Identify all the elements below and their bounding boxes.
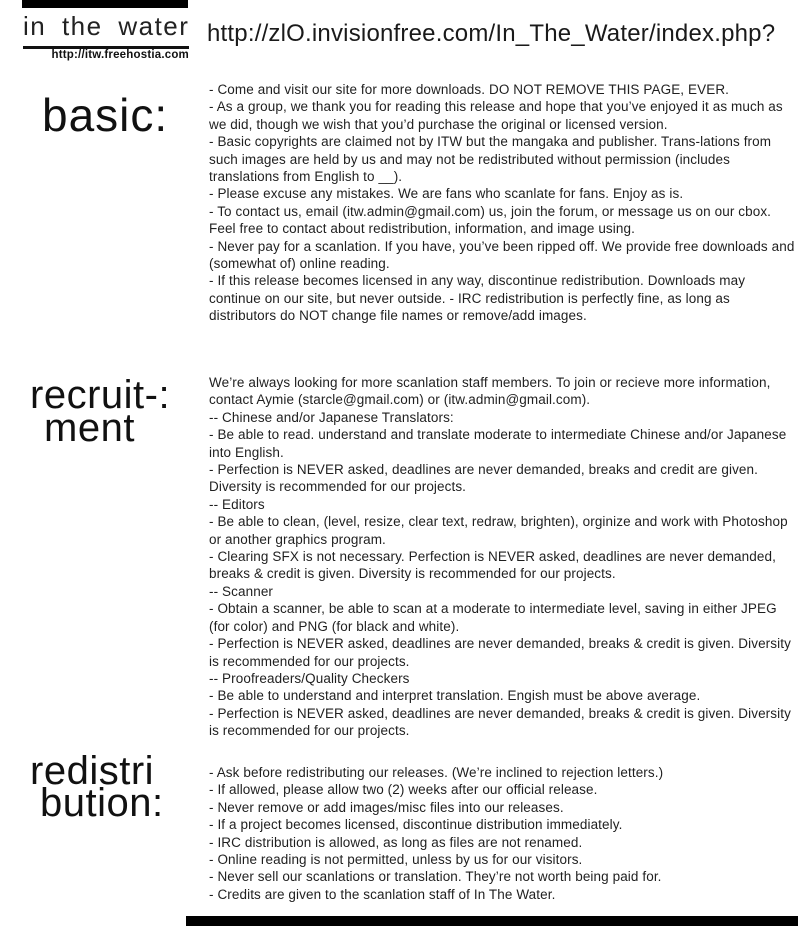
- text-paragraph: -- Proofreaders/Quality Checkers: [209, 670, 410, 686]
- text-paragraph: - Be able to clean, (level, resize, clear text, redraw, brighten), orginize and work with Photoshop or another graphics program.: [209, 514, 788, 547]
- text-paragraph: - Come and visit our site for more downloads. DO NOT REMOVE THIS PAGE, EVER.: [209, 82, 730, 97]
- text-paragraph: - Clearing SFX is not necessary. Perfection is NEVER asked, deadlines are never demanded, breaks & credit is given. Diversity is recommended for our projects.: [209, 549, 776, 582]
- section-basic-label-line: basic:: [42, 89, 169, 141]
- text-paragraph: - Never sell our scanlations or translation. They’re not worth being paid for.: [209, 869, 662, 885]
- text-paragraph: - IRC distribution is allowed, as long as files are not renamed.: [209, 834, 583, 850]
- section-recruitment-label-line: ment: [44, 406, 135, 450]
- text-paragraph: -- Chinese and/or Japanese Translators:: [209, 409, 454, 425]
- text-paragraph: - If allowed, please allow two (2) weeks after our official release.: [209, 782, 598, 798]
- text-paragraph: - If this release becomes licensed in any way, discontinue redistribution. Downloads may continue on our site, but never outside. - IRC redistribution is perfectly fine, as long as distributors do NOT change file names or remove/add images.: [209, 273, 746, 324]
- text-paragraph: - Never pay for a scanlation. If you have, you’ve been ripped off. We provide free downloads and (somewhat of) online reading.: [209, 238, 795, 272]
- group-logo-title: in the water: [23, 11, 189, 49]
- text-paragraph: - Online reading is not permitted, unless by us for our visitors.: [209, 852, 583, 868]
- text-paragraph: - Ask before redistributing our releases. (We’re inclined to rejection letters.): [209, 765, 664, 780]
- section-recruitment-label-line: recruit-:: [30, 373, 171, 417]
- text-paragraph: - Basic copyrights are claimed not by ITW but the mangaka and publisher. Trans-lations from such images are held by us and may not be redistributed without permission (includes translations from English to __).: [209, 134, 772, 185]
- bottom-divider-bar: [186, 916, 798, 926]
- section-redistribution-label-line: bution:: [40, 781, 164, 825]
- text-paragraph: - Be able to read. understand and translate moderate to intermediate Chinese and/or Japanese into English.: [209, 427, 787, 460]
- section-basic-text: [209, 81, 798, 325]
- top-divider-bar: [22, 0, 188, 8]
- section-redistribution-label-line: redistri: [30, 749, 155, 793]
- section-recruitment-label: [30, 373, 171, 450]
- text-paragraph: - Perfection is NEVER asked, deadlines are never demanded, breaks & credit is given. Diversity is recommended for our projects.: [209, 705, 791, 739]
- section-basic-label: [42, 88, 168, 142]
- text-paragraph: - Perfection is NEVER asked, deadlines are never demanded, breaks and credit are given. Diversity is recommended for our projects.: [209, 462, 758, 495]
- text-paragraph: -- Scanner: [209, 583, 274, 599]
- forum-url: http://zlO.invisionfree.com/In_The_Water/index.php?: [207, 20, 776, 47]
- section-redistribution-text: [209, 764, 798, 903]
- text-paragraph: - Credits are given to the scanlation staff of In The Water.: [209, 886, 556, 902]
- text-paragraph: - As a group, we thank you for reading this release and hope that you’ve enjoyed it as much as we did, though we wish that you’d purchase the original or licensed version.: [209, 99, 783, 132]
- text-paragraph: - If a project becomes licensed, discontinue distribution immediately.: [209, 817, 623, 833]
- text-paragraph: - Obtain a scanner, be able to scan at a moderate to intermediate level, saving in either JPEG (for color) and PNG (for black and white).: [209, 601, 777, 634]
- section-recruitment-text: [209, 374, 798, 740]
- text-paragraph: - To contact us, email (itw.admin@gmail.com) us, join the forum, or message us on our cbox. Feel free to contact about redistribution, information, and image using.: [209, 203, 772, 237]
- text-paragraph: -- Editors: [209, 496, 265, 512]
- text-paragraph: - Perfection is NEVER asked, deadlines are never demanded, breaks & credit is given. Diversity is recommended for our projects.: [209, 636, 791, 669]
- text-paragraph: We’re always looking for more scanlation staff members. To join or recieve more information, contact Aymie (starcle@gmail.com) or (itw.admin@gmail.com).: [209, 375, 771, 408]
- group-homepage-url: http://itw.freehostia.com: [51, 49, 189, 61]
- text-paragraph: - Never remove or add images/misc files into our releases.: [209, 799, 564, 815]
- text-paragraph: - Be able to understand and interpret translation. Engish must be above average.: [209, 688, 701, 704]
- section-redistribution-label: [30, 749, 164, 825]
- text-paragraph: - Please excuse any mistakes. We are fans who scanlate for fans. Enjoy as is.: [209, 186, 684, 202]
